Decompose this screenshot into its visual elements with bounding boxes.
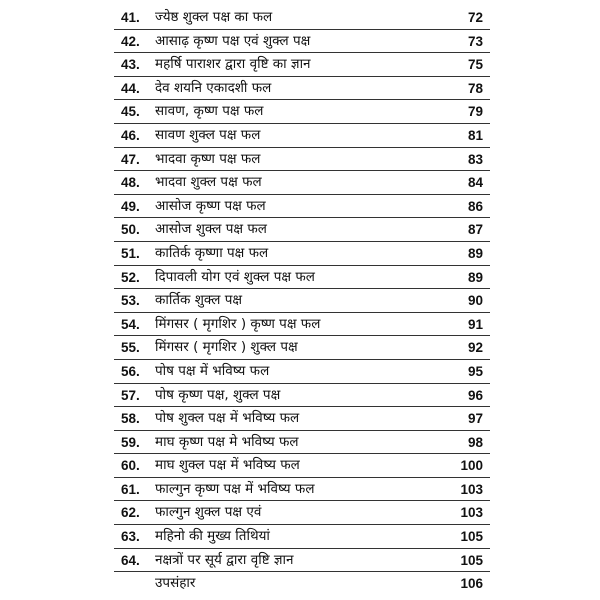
toc-entry-number: 53. — [121, 293, 140, 309]
toc-entry-number: 44. — [121, 80, 140, 96]
toc-entry-number: 45. — [121, 104, 140, 120]
toc-entry-page-number: 86 — [467, 198, 483, 214]
toc-entry — [0, 124, 600, 148]
toc-entry-page-number: 96 — [467, 387, 483, 403]
toc-entry — [0, 266, 600, 290]
toc-entry-number: 51. — [121, 245, 140, 261]
toc-entry-page-number: 97 — [467, 411, 483, 427]
toc-entry-page-number: 105 — [460, 552, 483, 568]
toc-entry-title: पोष पक्ष में भविष्य फल — [155, 362, 270, 379]
toc-entry-title: पोष शुक्ल पक्ष में भविष्य फल — [155, 410, 300, 427]
toc-entry-page-number: 95 — [467, 363, 483, 379]
toc-entry-number: 56. — [121, 363, 140, 379]
toc-entry-page-number: 90 — [467, 293, 483, 309]
toc-entry-page-number: 87 — [467, 222, 483, 238]
toc-entry-page-number: 92 — [467, 340, 483, 356]
toc-entry-page-number: 84 — [467, 175, 483, 191]
toc-entry — [0, 289, 600, 313]
toc-entry-number: 54. — [121, 316, 140, 332]
toc-entry-title: उपसंहार — [155, 575, 196, 592]
toc-entry — [0, 431, 600, 455]
toc-entry-number: 63. — [121, 529, 140, 545]
toc-entry-title: सावण, कृष्ण पक्ष फल — [155, 103, 264, 120]
toc-entry-title: आसोज कृष्ण पक्ष फल — [155, 197, 266, 214]
toc-entry — [0, 242, 600, 266]
toc-entry-title: आसोज शुक्ल पक्ष फल — [155, 221, 267, 238]
toc-entry — [0, 53, 600, 77]
toc-entry-title: भादवा शुक्ल पक्ष फल — [155, 174, 262, 191]
toc-entry — [0, 30, 600, 54]
toc-entry-number: 47. — [121, 151, 140, 167]
toc-entry-number: 62. — [121, 505, 140, 521]
toc-entry-number: 46. — [121, 127, 140, 143]
toc-entry — [0, 77, 600, 101]
toc-entry — [0, 454, 600, 478]
toc-entry-number: 57. — [121, 387, 140, 403]
toc-entry-page-number: 91 — [467, 316, 483, 332]
toc-entry-title: महर्षि पाराशर द्वारा वृष्टि का ज्ञान — [155, 56, 311, 73]
toc-entry — [0, 100, 600, 124]
toc-entry-page-number: 100 — [460, 458, 483, 474]
toc-entry-number: 58. — [121, 411, 140, 427]
toc-entry — [0, 525, 600, 549]
toc-entry — [0, 6, 600, 30]
toc-entry-title: पोष कृष्ण पक्ष, शुक्ल पक्ष — [155, 386, 281, 403]
toc-entry-title: मिंगसर ( मृगशिर ) शुक्ल पक्ष — [155, 339, 298, 356]
toc-entry-title: सावण शुक्ल पक्ष फल — [155, 126, 261, 143]
toc-entry — [0, 171, 600, 195]
toc-entry — [0, 218, 600, 242]
toc-entry-title: ज्येष्ठ शुक्ल पक्ष का फल — [155, 9, 273, 25]
toc-entry-title: कार्तिक शुक्ल पक्ष — [155, 292, 243, 309]
toc-entry-page-number: 73 — [467, 33, 483, 49]
table-of-contents — [0, 6, 600, 596]
toc-entry-number: 55. — [121, 340, 140, 356]
toc-entry-page-number: 89 — [467, 269, 483, 285]
toc-entry-number: 43. — [121, 57, 140, 73]
toc-entry-page-number: 72 — [467, 10, 483, 25]
toc-entry — [0, 148, 600, 172]
toc-entry-title: दिपावली योग एवं शुक्ल पक्ष फल — [155, 268, 315, 285]
toc-entry-number: 41. — [121, 10, 140, 25]
toc-entry-number: 60. — [121, 458, 140, 474]
toc-entry-page-number: 83 — [467, 151, 483, 167]
toc-entry-title: फाल्गुन कृष्ण पक्ष में भविष्य फल — [155, 480, 315, 497]
toc-entry — [0, 478, 600, 502]
toc-entry-number: 52. — [121, 269, 140, 285]
toc-entry-page-number: 81 — [467, 127, 483, 143]
toc-entry-title: मिंगसर ( मृगशिर ) कृष्ण पक्ष फल — [155, 315, 321, 332]
toc-entry-page-number: 103 — [460, 505, 483, 521]
toc-entry — [0, 195, 600, 219]
toc-entry — [0, 501, 600, 525]
toc-entry-number: 50. — [121, 222, 140, 238]
toc-entry-page-number: 105 — [460, 529, 483, 545]
toc-entry-page-number: 79 — [467, 104, 483, 120]
toc-entry-page-number: 78 — [467, 80, 483, 96]
toc-entry — [0, 384, 600, 408]
toc-entry-number: 49. — [121, 198, 140, 214]
toc-entry — [0, 549, 600, 573]
toc-entry-title: नक्षत्रों पर सूर्य द्वारा वृष्टि ज्ञान — [155, 551, 294, 568]
toc-entry-title: माघ शुक्ल पक्ष में भविष्य फल — [155, 457, 300, 474]
toc-entry — [0, 407, 600, 431]
toc-entry — [0, 313, 600, 337]
toc-entry — [0, 360, 600, 384]
toc-entry-number: 48. — [121, 175, 140, 191]
toc-entry-page-number: 98 — [467, 434, 483, 450]
toc-entry-title: भादवा कृष्ण पक्ष फल — [155, 150, 261, 167]
toc-entry-page-number: 75 — [467, 57, 483, 73]
toc-entry-number: 61. — [121, 481, 140, 497]
toc-entry-number: 59. — [121, 434, 140, 450]
toc-entry-title: माघ कृष्ण पक्ष मे भविष्य फल — [155, 433, 299, 450]
toc-entry-page-number: 106 — [460, 576, 483, 592]
toc-entry-number: 64. — [121, 552, 140, 568]
toc-entry-title: देव शयनि एकादशी फल — [155, 79, 272, 96]
toc-entry-title: कातिर्क कृष्णा पक्ष फल — [155, 244, 269, 261]
toc-entry — [0, 572, 600, 596]
toc-entry-title: आसाढ़ कृष्ण पक्ष एवं शुक्ल पक्ष — [155, 32, 311, 49]
toc-entry-page-number: 103 — [460, 481, 483, 497]
toc-entry — [0, 336, 600, 360]
toc-entry-title: महिनो की मुख्य तिथियां — [155, 528, 270, 545]
toc-entry-title: फाल्गुन शुक्ल पक्ष एवं — [155, 504, 262, 521]
toc-entry-number: 42. — [121, 33, 140, 49]
toc-entry-page-number: 89 — [467, 245, 483, 261]
